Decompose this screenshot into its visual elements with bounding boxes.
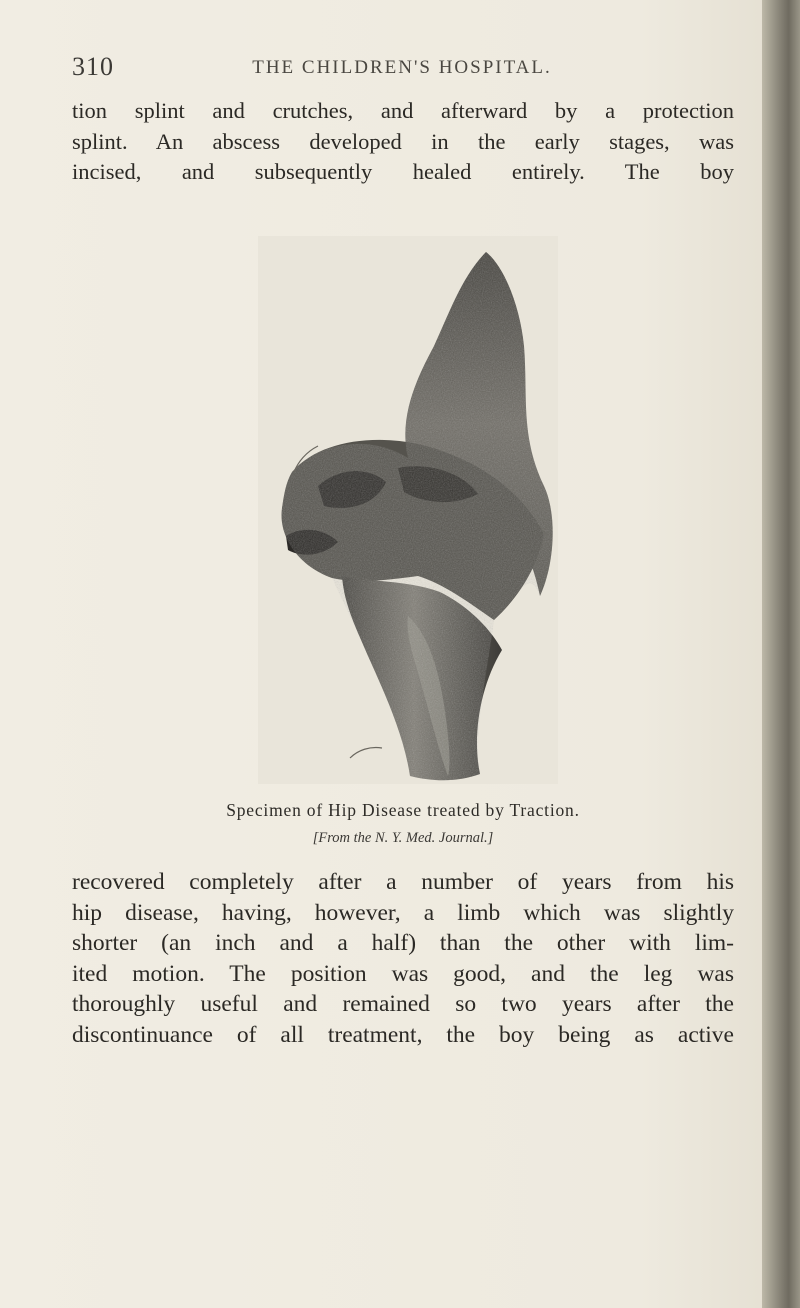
text-line: recovered completely after a number of years from his xyxy=(72,869,734,895)
bone-specimen-drawing xyxy=(258,236,558,784)
text-line: hip disease, having, however, a limb which was slightly xyxy=(72,899,734,926)
text-line: ited motion. The position was good, and the leg was xyxy=(72,960,734,987)
book-spine-edge xyxy=(762,0,800,1308)
page-number: 310 xyxy=(72,52,114,81)
hip-specimen-illustration xyxy=(258,236,558,784)
running-title: THE CHILDREN'S HOSPITAL. xyxy=(252,57,552,78)
text-line: shorter (an inch and a half) than the other with lim- xyxy=(72,930,734,956)
text-line: thoroughly useful and remained so two years after the xyxy=(72,991,734,1017)
paragraph-top xyxy=(72,96,734,188)
text-line: discontinuance of all treatment, the boy being as active xyxy=(72,1021,734,1048)
paragraph-bottom xyxy=(72,867,734,1050)
text-line: splint. An abscess developed in the early stages, was xyxy=(72,128,734,154)
figure-caption: Specimen of Hip Disease treated by Traction. xyxy=(226,800,580,820)
text-line: tion splint and crutches, and afterward by a protection xyxy=(72,98,734,123)
text-line: incised, and subsequently healed entirely. The boy xyxy=(72,159,734,184)
figure-source-credit: [From the N. Y. Med. Journal.] xyxy=(312,830,494,846)
running-head xyxy=(72,52,692,88)
